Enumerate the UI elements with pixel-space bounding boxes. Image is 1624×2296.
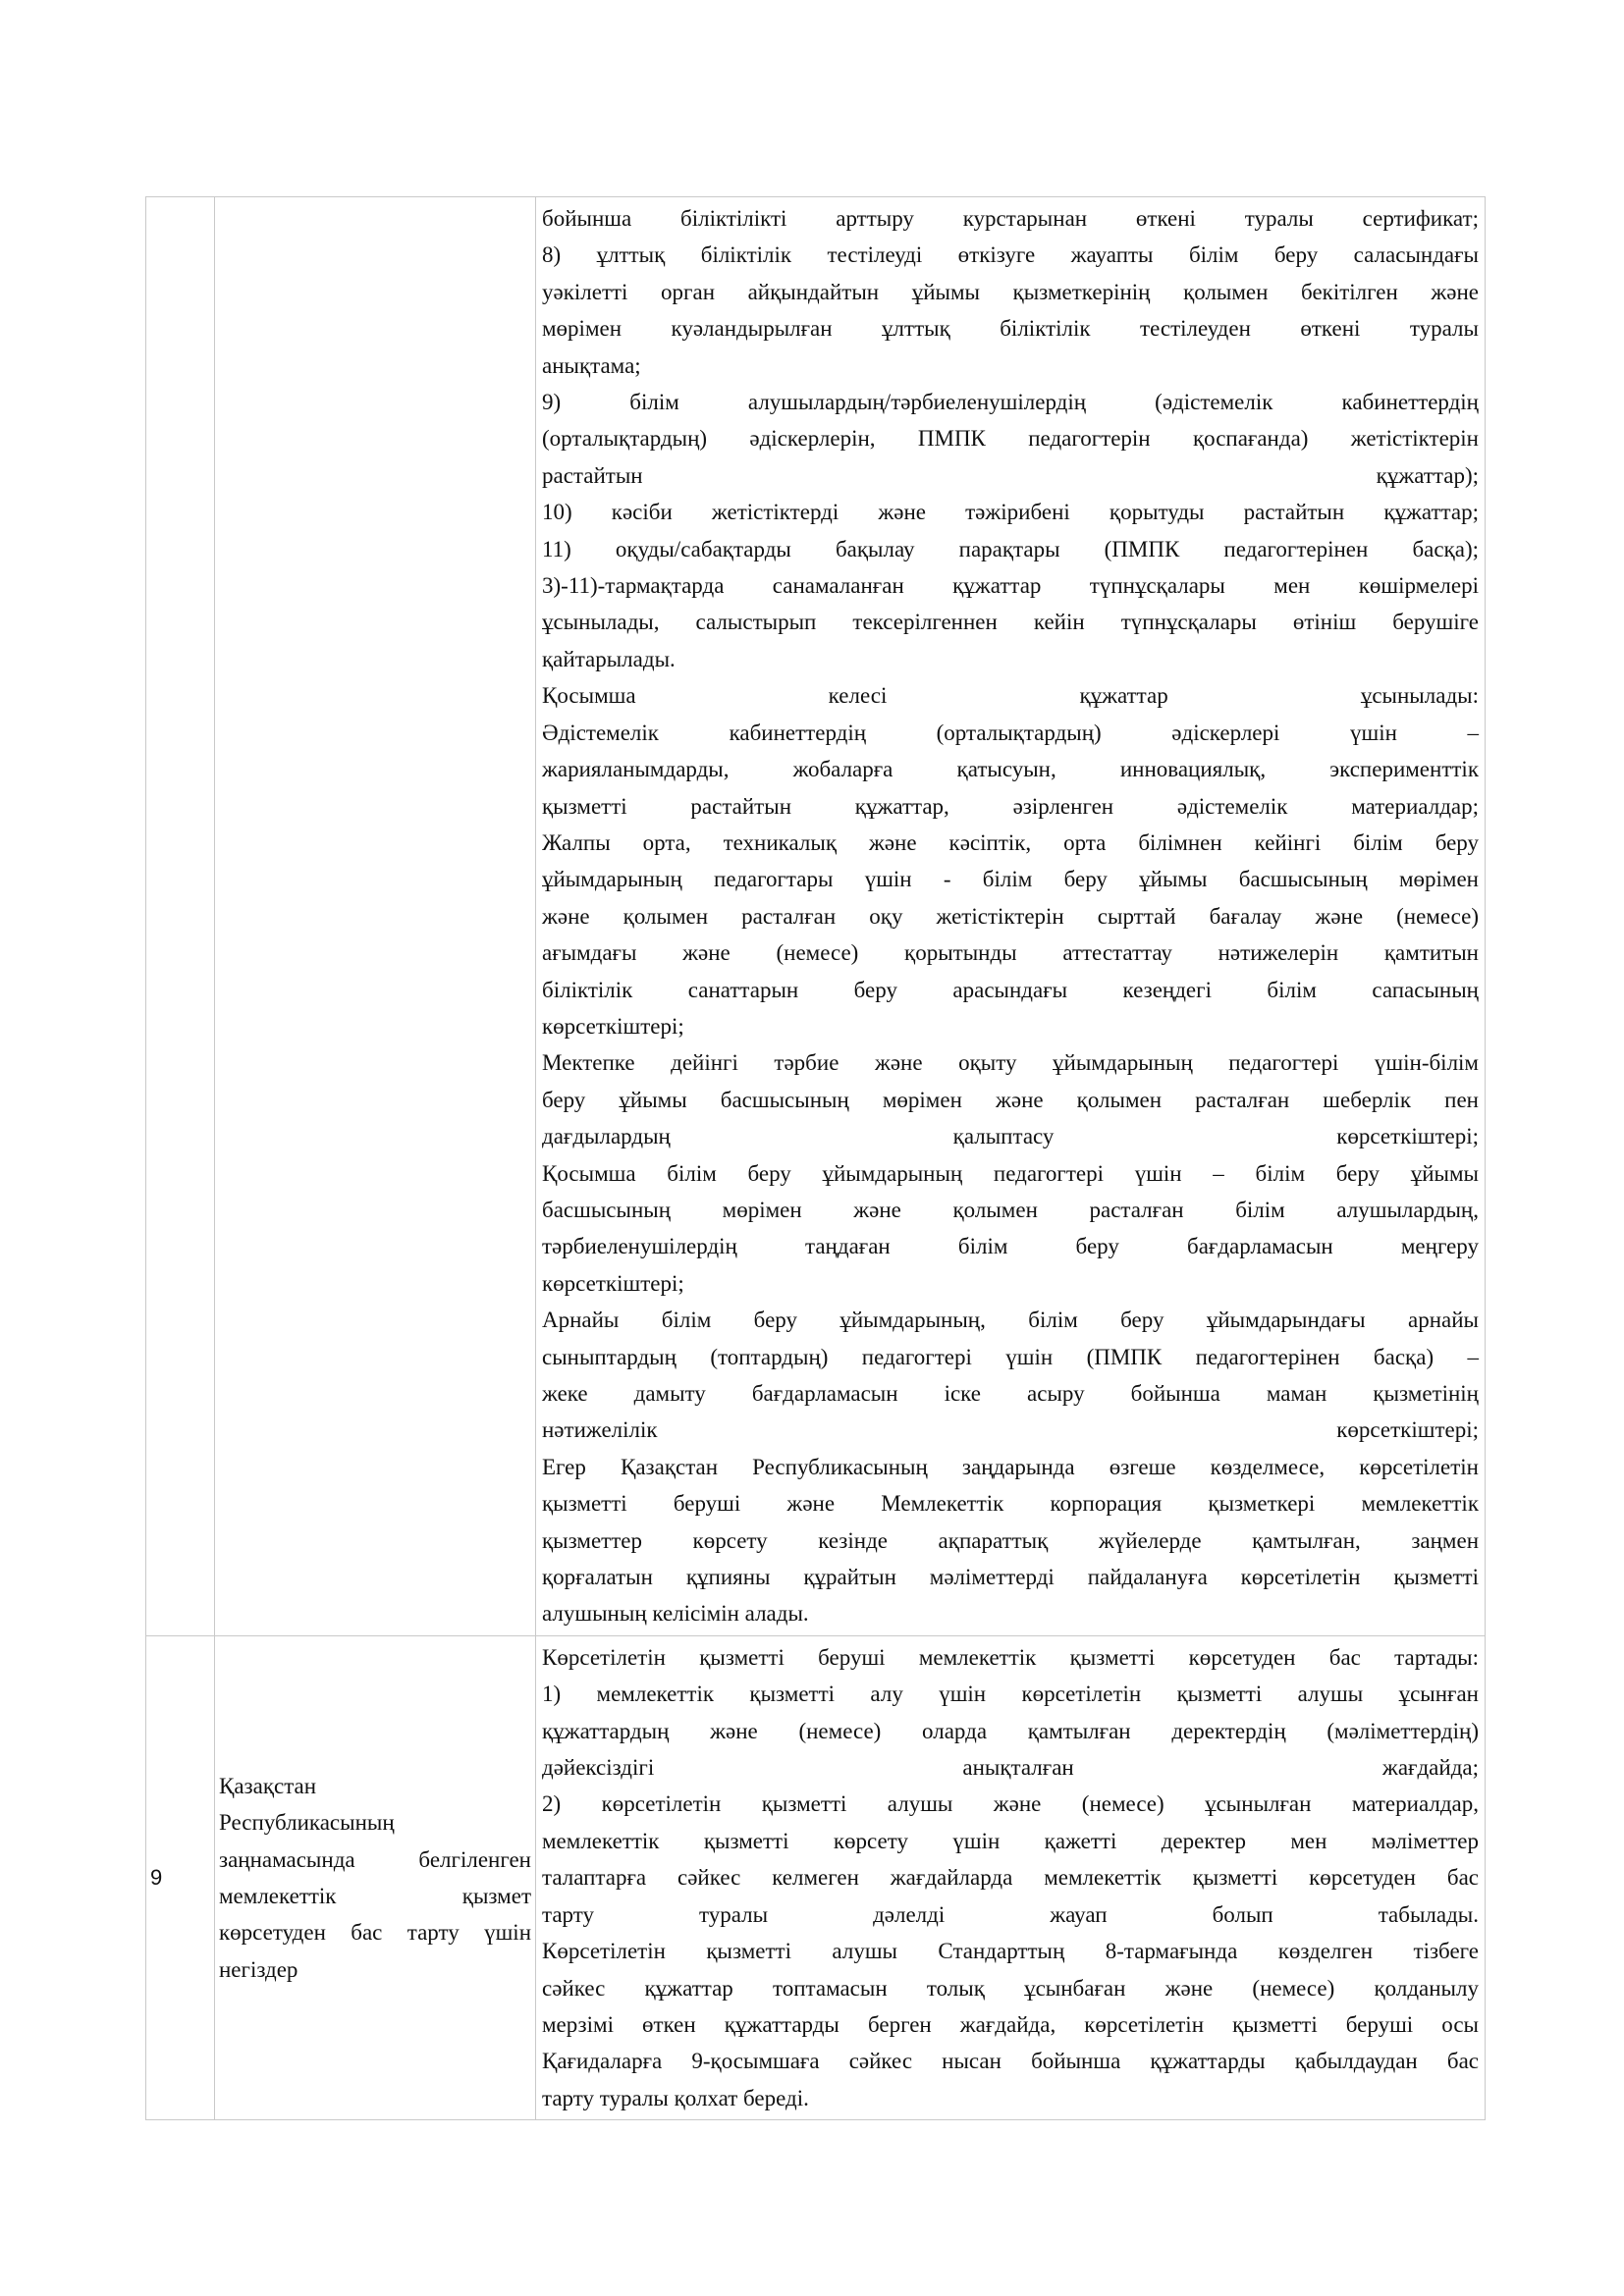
table-row <box>146 197 1486 1636</box>
text-line: Қосымша білім беру ұйымдарының педагогтері үшін – білім беру ұйымы <box>542 1160 1479 1186</box>
text-line: 8) ұлттық біліктілік тестілеуді өткізуге жауапты білім беру саласындағы <box>542 242 1479 268</box>
text-line: Қағидаларға 9-қосымшаға сәйкес нысан бойынша құжаттарды қабылдаудан бас <box>542 2049 1479 2074</box>
text-line: қызметтер көрсету кезінде ақпараттық жүйелерде қамтылған, заңмен <box>542 1527 1479 1553</box>
text-line: анықтама; <box>542 352 641 378</box>
text-line: 1) мемлекеттік қызметті алу үшін көрсетілетін қызметті алушы ұсынған <box>542 1682 1479 1707</box>
row-number-cell <box>146 1635 215 2119</box>
row-number: 9 <box>150 1865 163 1891</box>
text-line: сәйкес құжаттар топтамасын толық ұсынбаған және (немесе) қолданылу <box>542 1975 1479 2001</box>
row-name-line: көрсетуден бас тарту үшін <box>219 1920 531 1946</box>
text-line: Қосымша келесі құжаттар ұсынылады: <box>542 683 1479 709</box>
row-name-line: Республикасының <box>219 1810 395 1836</box>
text-line: біліктілік санаттарын беру арасындағы кезеңдегі білім сапасының <box>542 977 1479 1002</box>
text-line: Әдістемелік кабинеттердің (орталықтардың) әдіскерлері үшін – <box>542 720 1479 745</box>
text-line: ағымдағы және (немесе) қорытынды аттестаттау нәтижелерін қамтитын <box>542 940 1479 966</box>
row-description-cell <box>536 1635 1486 2119</box>
row-name-line: негіздер <box>219 1956 298 1982</box>
text-line: Көрсетілетін қызметті беруші мемлекеттік қызметті көрсетуден бас тартады: <box>542 1644 1479 1670</box>
text-line: дәйексіздігі анықталған жағдайда; <box>542 1755 1479 1781</box>
text-line: бойынша біліктілікті арттыру курстарынан өткені туралы сертификат; <box>542 206 1479 231</box>
text-line: құжаттардың және (немесе) оларда қамтылған деректердің (мәліметтердің) <box>542 1718 1479 1743</box>
text-line: Мектепке дейінгі тәрбие және оқыту ұйымдарының педагогтері үшін-білім <box>542 1050 1479 1076</box>
text-line: 2) көрсетілетін қызметті алушы және (немесе) ұсынылған материалдар, <box>542 1791 1479 1817</box>
text-line: тарту туралы қолхат береді. <box>542 2085 809 2110</box>
row-name-line: Қазақстан <box>219 1773 317 1798</box>
text-line: басшысының мөрімен және қолымен расталған білім алушылардың, <box>542 1197 1479 1222</box>
text-line: 10) кәсіби жетістіктерді және тәжірибені қорытуды растайтын құжаттар; <box>542 500 1479 525</box>
text-line: алушының келісімін алады. <box>542 1601 809 1627</box>
row-name-cell <box>215 197 536 1636</box>
text-line: нәтижелілік көрсеткіштері; <box>542 1417 1479 1443</box>
text-line: қайтарылады. <box>542 646 676 671</box>
text-line: растайтын құжаттар); <box>542 462 1479 488</box>
table-row <box>146 1635 1486 2119</box>
row-name-line: заңнамасында белгіленген <box>219 1846 531 1872</box>
text-line: жеке дамыту бағдарламасын іске асыру бойынша маман қызметінің <box>542 1381 1479 1406</box>
row-description-cell <box>536 197 1486 1636</box>
text-line: 11) оқуды/сабақтарды бақылау парақтары (ПМПК педагогтерінен басқа); <box>542 536 1479 561</box>
text-line: көрсеткіштері; <box>542 1013 684 1039</box>
text-line: (орталықтардың) әдіскерлерін, ПМПК педагогтерін қоспағанда) жетістіктерін <box>542 426 1479 452</box>
text-line: Егер Қазақстан Республикасының заңдарында өзгеше көзделмесе, көрсетілетін <box>542 1454 1479 1479</box>
text-line: Көрсетілетін қызметті алушы Стандарттың 8-тармағында көзделген тізбеге <box>542 1939 1479 1964</box>
text-line: тәрбиеленушілердің таңдаған білім беру бағдарламасын меңгеру <box>542 1234 1479 1259</box>
text-line: жарияланымдарды, жобаларға қатысуын, инновациялық, эксперименттік <box>542 757 1479 782</box>
row-name-line: мемлекеттік қызмет <box>219 1883 531 1908</box>
text-line: тарту туралы дәлелді жауап болып табылады. <box>542 1901 1479 1927</box>
row-number-cell <box>146 197 215 1636</box>
text-line: және қолымен расталған оқу жетістіктерін сырттай бағалау және (немесе) <box>542 903 1479 929</box>
text-line: қорғалатын құпияны құрайтын мәліметтерді пайдалануға көрсетілетін қызметті <box>542 1565 1479 1590</box>
text-line: 3)-11)-тармақтарда санамаланған құжаттар түпнұсқалары мен көшірмелері <box>542 573 1479 599</box>
text-line: ұйымдарының педагогтары үшін - білім беру ұйымы басшысының мөрімен <box>542 867 1479 892</box>
text-line: Арнайы білім беру ұйымдарының, білім беру ұйымдарындағы арнайы <box>542 1308 1479 1333</box>
text-line: Жалпы орта, техникалық және кәсіптік, орта білімнен кейінгі білім беру <box>542 829 1479 855</box>
text-line: ұсынылады, салыстырып тексерілгеннен кейін түпнұсқалары өтініш берушіге <box>542 610 1479 635</box>
text-line: қызметті беруші және Мемлекеттік корпорация қызметкері мемлекеттік <box>542 1491 1479 1517</box>
row-name-cell <box>215 1635 536 2119</box>
text-line: мерзімі өткен құжаттарды берген жағдайда, көрсетілетін қызметті беруші осы <box>542 2011 1479 2037</box>
text-line: мемлекеттік қызметті көрсету үшін қажетті деректер мен мәліметтер <box>542 1828 1479 1853</box>
text-line: дағдылардың қалыптасу көрсеткіштері; <box>542 1124 1479 1149</box>
text-line: мөрімен куәландырылған ұлттық біліктілік тестілеуден өткені туралы <box>542 316 1479 342</box>
text-line: көрсеткіштері; <box>542 1270 684 1296</box>
text-line: уәкілетті орган айқындайтын ұйымы қызметкерінің қолымен бекітілген және <box>542 279 1479 304</box>
requirements-table <box>145 196 1486 2120</box>
text-line: қызметті растайтын құжаттар, әзірленген әдістемелік материалдар; <box>542 793 1479 819</box>
text-line: 9) білім алушылардың/тәрбиеленушілердің (әдістемелік кабинеттердің <box>542 390 1479 415</box>
text-line: сыныптардың (топтардың) педагогтері үшін (ПМПК педагогтерінен басқа) – <box>542 1344 1479 1369</box>
text-line: беру ұйымы басшысының мөрімен және қолымен расталған шеберлік пен <box>542 1087 1479 1112</box>
text-line: талаптарға сәйкес келмеген жағдайларда мемлекеттік қызметті көрсетуден бас <box>542 1865 1479 1891</box>
